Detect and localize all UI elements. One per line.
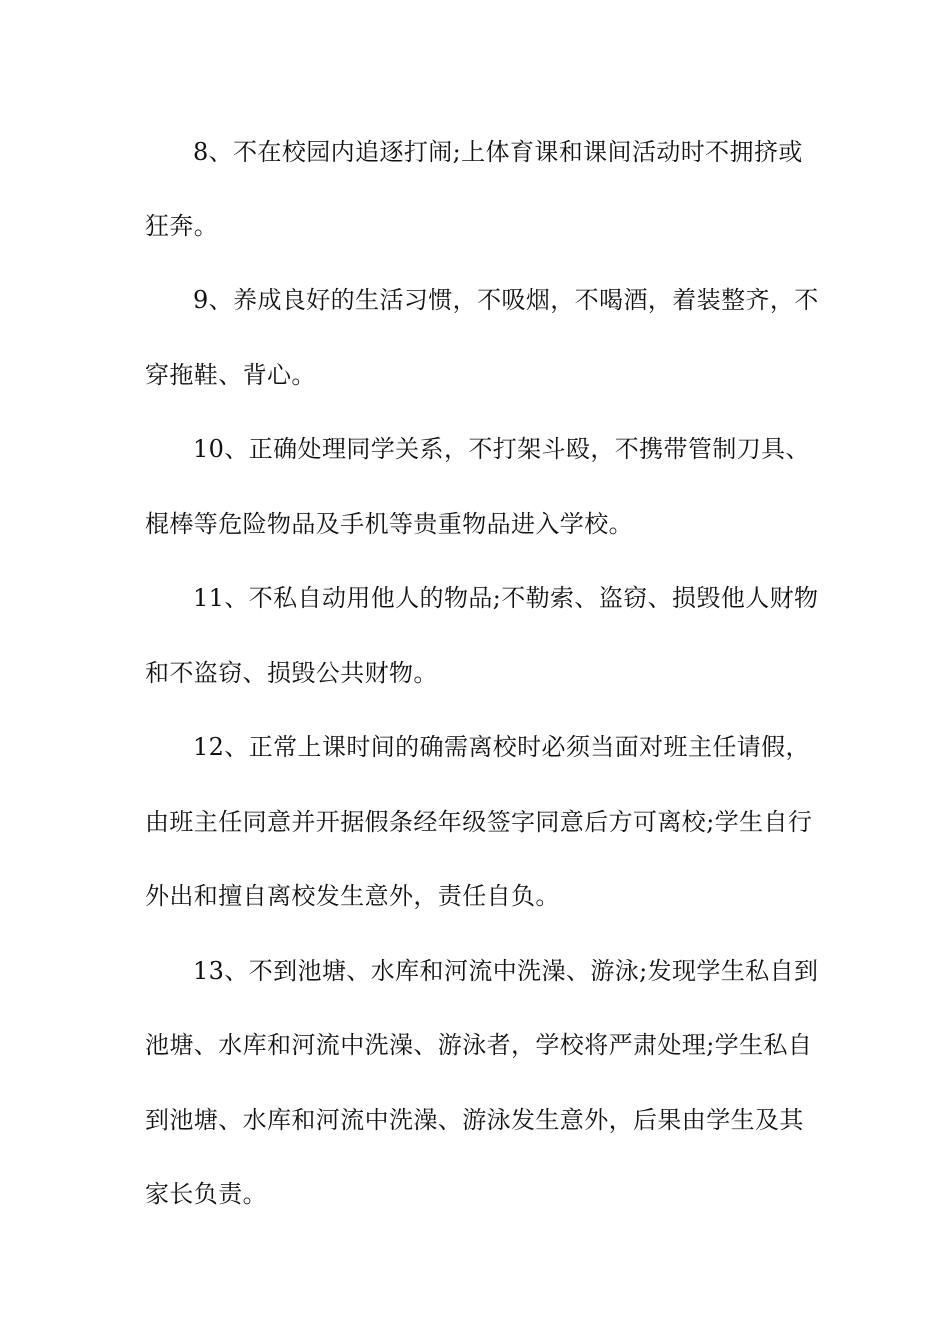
rule-8-line-2: 狂奔。 — [145, 212, 219, 240]
rule-9-line-1: 9、养成良好的生活习惯，不吸烟，不喝酒，着装整齐，不 — [193, 286, 819, 314]
rule-12-line-2: 由班主任同意并开据假条经年级签字同意后方可离校;学生自行 — [145, 808, 813, 836]
rule-13-line-4: 家长负责。 — [145, 1180, 267, 1208]
rule-11-line-1: 11、不私自动用他人的物品;不勒索、盗窃、损毁他人财物 — [193, 584, 819, 612]
rule-10-line-2: 棍棒等危险物品及手机等贵重物品进入学校。 — [145, 510, 633, 538]
rule-13-line-2: 池塘、水库和河流中洗澡、游泳者，学校将严肃处理;学生私自 — [145, 1031, 813, 1059]
rule-8-line-1: 8、不在校园内追逐打闹;上体育课和课间活动时不拥挤或 — [193, 138, 803, 166]
rule-9-line-2: 穿拖鞋、背心。 — [145, 361, 316, 389]
rule-10-line-1: 10、正确处理同学关系，不打架斗殴，不携带管制刀具、 — [193, 435, 810, 463]
rule-12-line-1: 12、正常上课时间的确需离校时必须当面对班主任请假， — [193, 733, 810, 761]
rule-13-line-1: 13、不到池塘、水库和河流中洗澡、游泳;发现学生私自到 — [193, 957, 819, 985]
rule-12-line-3: 外出和擅自离校发生意外，责任自负。 — [145, 882, 560, 910]
rule-13-line-3: 到池塘、水库和河流中洗澡、游泳发生意外，后果由学生及其 — [145, 1106, 804, 1134]
rule-11-line-2: 和不盗窃、损毁公共财物。 — [145, 659, 438, 687]
